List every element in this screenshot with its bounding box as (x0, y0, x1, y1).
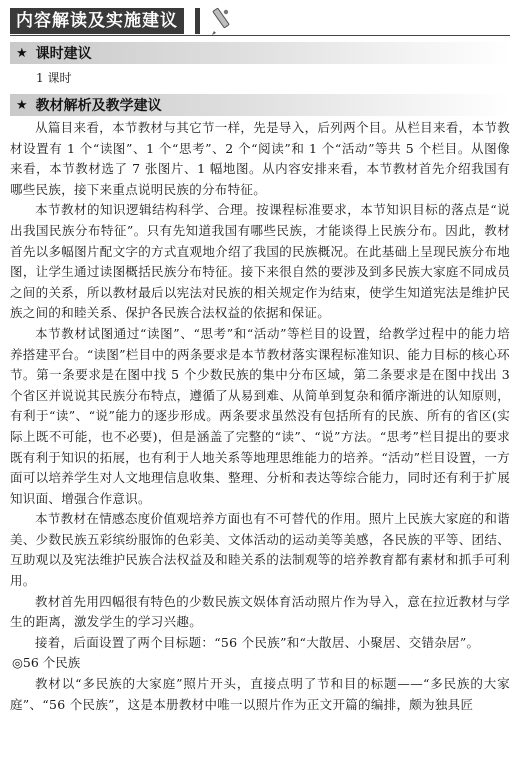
subheading: ◎56 个民族 (12, 655, 81, 671)
star-icon: ★ (16, 45, 28, 61)
paragraph: 本节教材试图通过“读图”、“思考”和“活动”等栏目的设置，给教学过程中的能力培养搭建平台。“读图”栏目中的两条要求是本节教材落实课程标准知识、能力目标的核心环节。第一条要求是在图中找 5 个少数民族的集中分布区域，第二条要求是在图中找出 3 个省区并说说其民族分布特点，遵循了从易到难、从简单到复杂和循序渐进的认知原则，有利于“读”、“说”能力的逐步形成。两条要求虽然没有包括所有的民族、所有的省区(实际上既不可能，也不必要)，但是涵盖了完整的“读”、“说”方法。“思考”栏目提出的要求既有利于知识的拓展，也有利于人地关系等地理思维能力的培养。“活动”栏目设置，一方面可以培养学生对人文地理信息收集、整理、分析和表达等综合能力，同时还有利于扩展知识面、增强合作意识。 (10, 325, 510, 506)
paragraph: 本节教材的知识逻辑结构科学、合理。按课程标准要求，本节知识目标的落点是“说出我国民族分布特征”。只有先知道我国有哪些民族，才能谈得上民族分布。因此，教材首先以多幅图片配文字的方式直观地介绍了我国的民族概况。在此基础上呈现民族分布地图，让学生通过读图概括民族分布特征。接下来很自然的要涉及到多民族大家庭不同成员之间的关系，所以教材最后以宪法对民族的相关规定作为结束，使学生知道宪法是维护民族之间的和睦关系、保护各民族合法权益的依据和保证。 (10, 202, 510, 321)
hours-content: 1 课时 (36, 71, 72, 85)
banner-rule (10, 35, 510, 36)
paragraph: 教材以“多民族的大家庭”照片开头，直接点明了节和目的标题——“多民族的大家庭”、“56 个民族”，这是本册教材中唯一以照片作为正文开篇的编排，颇为独具匠 (10, 676, 510, 712)
paragraph: 本节教材在情感态度价值观培养方面也有不可替代的作用。照片上民族大家庭的和谐美、少数民族五彩缤纷服饰的色彩美、文体活动的运动美等美感，各民族的平等、团结、互助观以及宪法维护民族合法权益及和睦关系的法制观等的培养教育都有素材和抓手可利用。 (10, 511, 510, 589)
banner-title: 内容解读及实施建议 (10, 8, 184, 34)
paragraph: 教材首先用四幅很有特色的少数民族文娱体育活动照片作为导入，意在拉近教材与学生的距离，激发学生的学习兴趣。 (10, 593, 510, 630)
section-analysis-header (10, 94, 510, 116)
chapter-banner (10, 6, 510, 36)
section-analysis-title: 教材解析及教学建议 (35, 98, 162, 114)
paragraph: 接着，后面设置了两个目标题：“56 个民族”和“大散居、小聚居、交错杂居”。 (35, 634, 480, 650)
star-icon: ★ (16, 97, 28, 113)
section-hours-header (10, 42, 510, 64)
banner-bar (195, 8, 200, 34)
pen-icon (206, 6, 234, 36)
section-hours-title: 课时建议 (35, 46, 92, 62)
paragraph: 从篇目来看，本节教材与其它节一样，先是导入，后列两个目。从栏目来看，本节教材设置有 1 个“读图”、1 个“思考”、2 个“阅读”和 1 个“活动”等共 5 个栏目。从图像来看，本节教材选了 7 张图片、1 幅地图。从内容安排来看，本节教材首先介绍我国有哪些民族，接下来重点说明民族的分布特征。 (10, 120, 510, 197)
